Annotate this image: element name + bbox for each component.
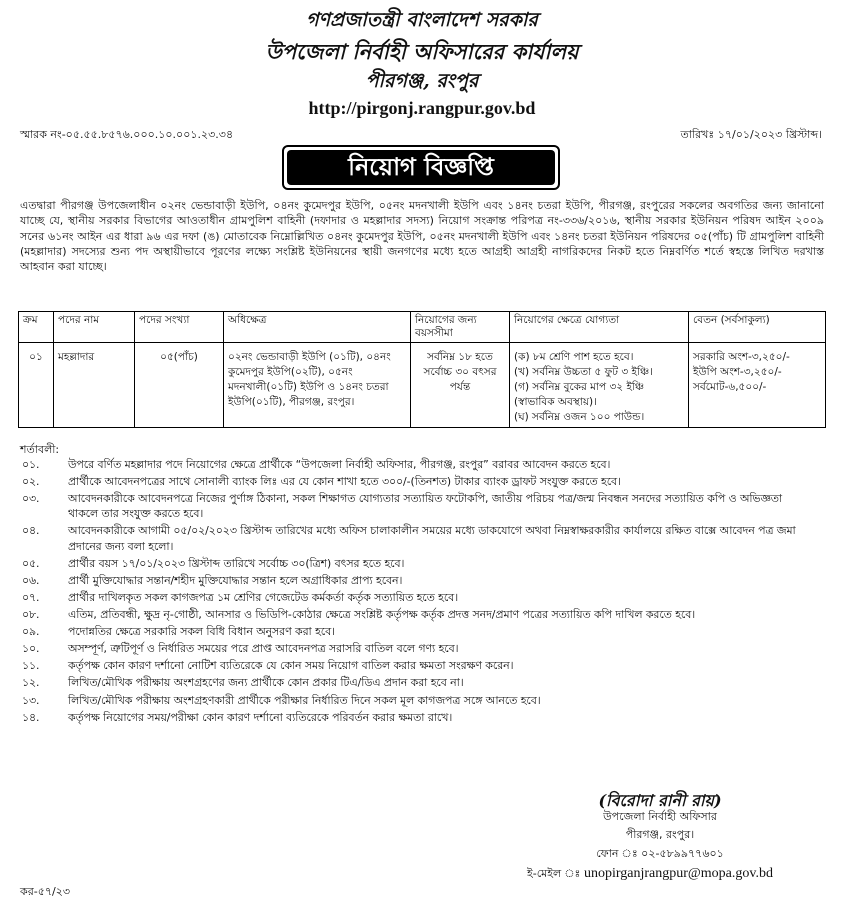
- list-item: [18, 675, 826, 690]
- signatory-name: (বিরোদা রানী রায়): [598, 791, 722, 810]
- cell-post: মহল্লাদার: [54, 343, 135, 428]
- signatory-phone: ফোন ঃ ০২-৫৮৯৯৭৭৬০১: [596, 847, 724, 860]
- email-link[interactable]: unopirganjrangpur@mopa.gov.bd: [583, 866, 773, 881]
- cell-jurisdiction: ০২নং ভেন্ডাবাড়ী ইউপি (০১টি), ০৪নং কুমেদপুর ইউপি(০২টি), ০৫নং মদনখালী(০১টি) ইউপি ও ১৪নং চতরা ইউপি(০১টি), পীরগঞ্জ, রংপুর।: [224, 343, 411, 428]
- conditions-heading: শর্তাবলী:: [20, 443, 60, 456]
- column-header-qualification: নিয়োগের ক্ষেত্রে যোগ্যতা: [510, 312, 689, 343]
- header-location: পীরগঞ্জ, রংপুর: [365, 70, 479, 92]
- vacancy-table: [18, 311, 826, 428]
- qualification-item: (খ) সর্বনিম্ন উচ্চতা ৫ ফুট ৩ ইঞ্চি।: [514, 366, 653, 378]
- list-item: [18, 607, 826, 622]
- table-header-row: [19, 312, 826, 343]
- intro-paragraph: এতদ্বারা পীরগঞ্জ উপজেলাধীন ০২নং ভেন্ডাবাড়ী ইউপি, ০৪নং কুমেদপুর ইউপি, ০৫নং মদনখালী ইউপি এবং ১৪নং চতরা ইউপি, পীরগঞ্জ, রংপুরের সকলের অবগতির জন্য জানানো যাচ্ছে যে, স্থানীয় সরকার বিভাগের আওতাধীন গ্রামপুলিশ বাহিনী (দফাদার ও মহল্লাদার সদস্য) নিয়োগ সংক্রান্ত পরিপত্র নং-৩৩৬/২০১৬, স্থানীয় সরকার ইউনিয়ন পরিষদ আইন ২০০৯ সনের ৬১নং আইন এর ধারা ৯৬ এর দফা (ঙ) মোতাবেক নিম্নোল্লিখিত ০৪নং কুমেদপুর ইউপি, ০৫নং মদনখালী ইউপি এবং ১৪নং চতরা ইউনিয়ন পরিষদের ০৫(পাঁচ) টি গ্রামপুলিশ বাহিনী (মহল্লাদার) সদস্যের শুন্য পদ অস্থায়ীভাবে পূরণের লক্ষ্যে সংশ্লিষ্ট ইউনিয়নের স্থায়ী জনগণের মধ্যে হতে আগ্রহী আগ্রহী নাগরিকদের নিকট হতে নিম্নবর্ণিত শর্তে স্বহস্তে লিখিত দরখাস্ত আহবান করা যাচ্ছে।: [20, 199, 824, 274]
- condition-text: উপরে বর্ণিত মহল্লাদার পদে নিয়োগের ক্ষেত্রে প্রার্থীকে “উপজেলা নির্বাহী অফিসার, পীরগঞ্জ, রংপুর” বরাবর আবেদন করতে হবে।: [68, 458, 611, 471]
- condition-number: ১১.: [22, 659, 40, 673]
- condition-number: ০৬.: [22, 573, 40, 587]
- table-row: [19, 343, 826, 428]
- condition-text: প্রার্থীকে আবেদনপত্রের সাথে সোনালী ব্যাংক লিঃ এর যে কোন শাখা হতে ৩০০/-(তিনশত) টাকার ব্যাংক ড্রাফট সংযুক্ত করতে হবে।: [68, 475, 621, 489]
- column-header-serial: ক্রম: [19, 312, 54, 343]
- salary-up-share: ইউপি অংশ-৩,২৫০/-: [693, 366, 782, 378]
- salary-government-share: সরকারি অংশ-৩,২৫০/-: [693, 351, 790, 363]
- salary-total: সর্বমোট-৬,৫০০/-: [693, 381, 767, 393]
- list-item: [18, 573, 826, 588]
- condition-number: ০৩.: [22, 492, 40, 506]
- footer-reference: কর-৫৭/২৩: [20, 885, 71, 898]
- condition-text: লিখিত/মৌখিক পরীক্ষায় অংশগ্রহণকারী প্রার্থীকে পরীক্ষার নির্ধারিত দিনে সকল মূল কাগজপত্র সঙ্গে আনতে হবে।: [68, 693, 541, 707]
- column-header-age-limit: নিয়োগের জন্য বয়সসীমা: [411, 312, 510, 343]
- notice-date: তারিখঃ ১৭/০১/২০২৩ খ্রিস্টাব্দ।: [680, 128, 822, 141]
- condition-text: অসম্পূর্ণ, ত্রুটিপূর্ণ ও নির্ধারিত সময়ের পরে প্রাপ্ত আবেদনপত্র সরাসরি বাতিল বলে গণ্য হবে।: [68, 642, 459, 656]
- memo-number: স্মারক নং-০৫.৫৫.৮৫৭৬.০০০.১০.০০১.২৩.৩৪: [20, 128, 234, 141]
- qualification-item: (ক) ৮ম শ্রেণি পাশ হতে হবে।: [514, 351, 634, 363]
- list-item: [18, 658, 826, 673]
- list-item: [18, 710, 826, 725]
- condition-number: ০৭.: [22, 590, 40, 604]
- list-item: [18, 590, 826, 605]
- list-item: [18, 624, 826, 639]
- qualification-item: (গ) সর্বনিম্ন বুকের মাপ ৩২ ইঞ্চি (স্বাভাবিক অবস্থায়)।: [514, 381, 645, 408]
- list-item: [18, 641, 826, 656]
- cell-qualification: [510, 343, 689, 428]
- cell-age-limit: সর্বনিম্ন ১৮ হতে সর্বোচ্চ ৩০ বৎসর পর্যন্ত: [411, 343, 510, 428]
- condition-text: প্রার্থীর দাখিলকৃত সকল কাগজপত্র ১ম শ্রেণির গেজেটেড কর্মকর্তা কর্তৃক সত্যায়িত হতে হবে।: [68, 590, 459, 604]
- condition-text: কর্তৃপক্ষ নিয়োগের সময়/পরীক্ষা কোন কারণ দর্শানো ব্যতিরেকে পরিবর্তন করার ক্ষমতা রাখে।: [68, 710, 453, 724]
- signatory-email-line: [480, 865, 820, 884]
- condition-number: ১২.: [22, 676, 40, 690]
- column-header-jurisdiction: অধিক্ষেত্র: [224, 312, 411, 343]
- list-item: [18, 491, 826, 521]
- column-header-count: পদের সংখ্যা: [135, 312, 224, 343]
- cell-salary: [689, 343, 826, 428]
- notice-title: নিয়োগ বিজ্ঞপ্তি: [287, 150, 555, 185]
- column-header-post: পদের নাম: [54, 312, 135, 343]
- condition-text: আবেদনকারীকে আবেদনপত্রে নিজের পুর্ণাঙ্গ ঠিকানা, সকল শিক্ষাগত যোগ্যতার সত্যায়িত ফটোকপি, জাতীয় পরিচয় পত্র/জন্ম নিবন্ধন সনদের সত্যায়িত কপি ও অভিজ্ঞতা থাকলে তার সংযুক্ত করতে হবে।: [68, 492, 783, 521]
- column-header-salary: বেতন (সর্বসাকুল্য): [689, 312, 826, 343]
- condition-text: কর্তৃপক্ষ কোন কারণ দর্শানো নোটিশ ব্যতিরেকে যে কোন সময় নিয়োগ বাতিল করার ক্ষমতা সংরক্ষণ করেন।: [68, 659, 514, 673]
- condition-text: লিখিত/মৌখিক পরীক্ষায় অংশগ্রহণের জন্য প্রার্থীকে কোন প্রকার টিএ/ডিএ প্রদান করা হবে না।: [68, 676, 464, 690]
- conditions-list: [18, 457, 826, 727]
- condition-text: প্রার্থীর বয়স ১৭/০১/২০২৩ খ্রিস্টাব্দ তারিখে সর্বোচ্চ ৩০(ত্রিশ) বৎসর হতে হবে।: [68, 556, 405, 570]
- email-label: ই-মেইল ঃ: [527, 867, 581, 880]
- condition-number: ০৯.: [22, 625, 40, 639]
- notice-title-banner: [282, 145, 560, 190]
- condition-number: ০৫.: [22, 556, 40, 570]
- header-website-link[interactable]: http://pirgonj.rangpur.gov.bd: [308, 98, 536, 118]
- qualification-item: (ঘ) সর্বনিম্ন ওজন ১০০ পাউন্ড।: [514, 411, 645, 423]
- list-item: [18, 474, 826, 489]
- header-government: গণপ্রজাতন্ত্রী বাংলাদেশ সরকার: [306, 9, 538, 31]
- condition-number: ০২.: [22, 475, 40, 489]
- condition-text: প্রার্থী মুক্তিযোদ্ধার সন্তান/শহীদ মুক্তিযোদ্ধার সন্তান হলে অগ্রাধিকার প্রাপ্য হবেন।: [68, 573, 403, 587]
- condition-number: ০৪.: [22, 524, 40, 538]
- condition-text: আবেদনকারীকে আগামী ০৫/০২/২০২৩ খ্রিস্টাব্দ তারিখের মধ্যে অফিস চালাকালীন সময়ের মধ্যে ডাকযোগে অথবা নিম্নস্বাক্ষরকারীর কার্যালয়ে রক্ষিত বাক্সে আবেদন পত্র জমা প্রদানের জন্য বলা হলো।: [68, 524, 796, 553]
- list-item: [18, 523, 826, 553]
- condition-number: ০১.: [22, 458, 40, 471]
- condition-text: পদোন্নতির ক্ষেত্রে সরকারি সকল বিধি বিধান অনুসরণ করা হবে।: [68, 625, 335, 639]
- condition-number: ০৮.: [22, 608, 40, 622]
- list-item: [18, 693, 826, 708]
- condition-number: ১৩.: [22, 693, 40, 707]
- condition-number: ১০.: [22, 642, 40, 656]
- list-item: [18, 457, 826, 472]
- list-item: [18, 556, 826, 571]
- cell-count: ০৫(পাঁচ): [135, 343, 224, 428]
- signatory-location: পীরগঞ্জ, রংপুর।: [625, 828, 695, 841]
- header-office: উপজেলা নির্বাহী অফিসারের কার্যালয়: [265, 39, 579, 64]
- signatory-designation: উপজেলা নির্বাহী অফিসার: [603, 810, 717, 823]
- condition-text: এতিম, প্রতিবন্ধী, ক্ষুদ্র নৃ-গোষ্ঠী, আনসার ও ভিডিপি-কোঠার ক্ষেত্রে সংশ্লিষ্ট কর্তৃপক্ষ কর্তৃক প্রদত্ত সনদ/প্রমাণ পত্রের সত্যায়িত কপি দাখিল করতে হবে।: [68, 608, 696, 622]
- cell-serial: ০১: [19, 343, 54, 428]
- condition-number: ১৪.: [22, 710, 40, 724]
